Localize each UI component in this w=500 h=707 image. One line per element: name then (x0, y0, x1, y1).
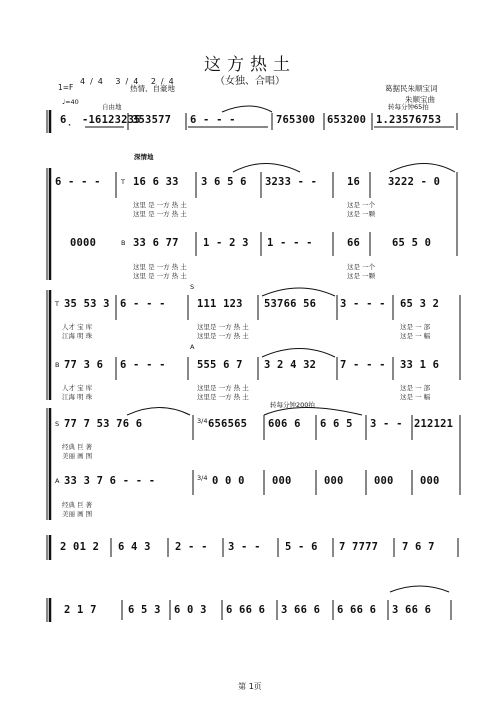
meter-signatures: 4/4 3/4 2/4 (80, 77, 179, 86)
row2-t-m2: 3 6 5 6 (201, 176, 247, 188)
row3-t-m3: 111 123 (197, 298, 243, 310)
row3-t-m4: 53766 56 (264, 298, 317, 310)
row5-m4: 3 - - (228, 541, 261, 553)
row4-s-label: S (55, 420, 60, 428)
row3-b-lyrics-3: 这里是 一方 热 土 (197, 384, 249, 392)
row3-b-m5: 7 - - - (340, 359, 386, 371)
mood-marking: 热情、自豪地 (130, 84, 175, 93)
row5-m6: 7 7777 (339, 541, 379, 553)
row2-b-m2: 1 - 2 3 (203, 237, 249, 249)
row2-b-label: B (121, 239, 126, 247)
free-tempo-marking: 自由地 (102, 103, 122, 111)
row4-a-m3: 000 (272, 475, 292, 487)
row1-m6: 653200 (327, 114, 367, 126)
tempo-change-200: 转每分钟200拍 (270, 401, 315, 409)
row2-t-lyrics-1: 这里 是 一方 热 土 (133, 201, 187, 209)
tempo-marking: ♩=40 (62, 98, 79, 106)
row6-m5: 3 66 6 (281, 604, 321, 616)
row4-a-m1: 33 3 7 6 - - - (64, 475, 156, 487)
row2-t-label: T (121, 178, 125, 186)
row3-t-label: T (55, 300, 59, 308)
row1-m1: 6̣ (60, 114, 73, 126)
row3-s-label: S (190, 283, 195, 291)
row3-b-m1: 77 3 6 (64, 359, 104, 371)
row3-b-m2: 6 - - - (120, 359, 166, 371)
row5-m5: 5 - 6 (285, 541, 318, 553)
row6-m1: 2 1 7 (64, 604, 97, 616)
row4-s-m6: 212121 (414, 418, 454, 430)
row3-t-lyrics-3: 这里是 一方 热 土 (197, 323, 249, 331)
row4-a-lyrics-2: 美丽 画 图 (62, 510, 93, 518)
expression-marking: 深情地 (134, 153, 154, 161)
row4-s-m2: 656565 (208, 418, 248, 430)
row4-meter-s: 3/4 (197, 417, 208, 425)
song-title: 这方热土 (204, 55, 296, 75)
row6-m6: 6 66 6 (337, 604, 377, 616)
row3-t-lyrics-6: 这是 一 幅 (400, 332, 431, 340)
row2-t-lyrics-3: 这是 一个 (347, 201, 376, 209)
row3-t-lyrics-1: 人才 宝 库 (62, 323, 93, 331)
tempo-change-65: 转每分钟65拍 (388, 103, 429, 111)
row4-s-m1: 77 7 53 76 6 (64, 418, 143, 430)
row3-t-m2: 6 - - - (120, 298, 166, 310)
row2-t-m4: 16 (347, 176, 361, 188)
row4-s-m4: 6 6 5 (320, 418, 353, 430)
row2-b-m1: 33 6 77 (133, 237, 179, 249)
row3-b-lyrics-5: 这是 一 部 (400, 384, 431, 392)
row5-m2: 6 4 3 (118, 541, 151, 553)
row4-a-m6: 000 (420, 475, 440, 487)
row1-m7: 1.23576753 (376, 114, 442, 126)
row2-b-lyrics-3: 这是 一个 (347, 263, 376, 271)
row1-m4: 6 - - - (190, 114, 236, 126)
row2-t-lyrics-2: 这里 是 一方 热 土 (133, 210, 187, 218)
row2-t-m5: 3222 - 0 (388, 176, 441, 188)
row1-m5: 765300 (276, 114, 316, 126)
row2-b-lyrics-1: 这里 是 一方 热 土 (133, 263, 187, 271)
row4-s-lyrics-2: 美丽 画 图 (62, 452, 93, 460)
row4-a-m4: 000 (324, 475, 344, 487)
row6-m3: 6 0 3 (174, 604, 207, 616)
row1-m2: -16123235 (82, 114, 141, 126)
row6-m4: 6 66 6 (226, 604, 266, 616)
row5-m1: 2 01 2 (60, 541, 100, 553)
row2-t-lyrics-4: 这是 一颗 (347, 210, 376, 218)
row4-meter-a: 3/4 (197, 474, 208, 482)
song-subtitle: （女独、合唱） (215, 76, 285, 87)
row2-b-lyrics-2: 这里 是 一方 热 土 (133, 272, 187, 280)
row3-b-label: B (55, 361, 60, 369)
row4-a-m2: 0 0 0 (212, 475, 245, 487)
row4-s-lyrics-1: 经典 巨 著 (62, 443, 93, 451)
row3-b-lyrics-1: 人才 宝 库 (62, 384, 93, 392)
row6-m2: 6 5 3 (128, 604, 161, 616)
key-signature: 1=F (58, 83, 74, 92)
row6-m7: 3 66 6 (392, 604, 432, 616)
row3-b-m4: 3 2 4 32 (264, 359, 317, 371)
lyricist-credit: 葛据民朱顺宝词 (385, 84, 438, 93)
composer-credit: 朱顺宝曲 (405, 95, 435, 104)
row3-t-lyrics-4: 这里是 一方 热 土 (197, 332, 249, 340)
row5-m7: 7 6 7 (402, 541, 435, 553)
row3-a-label: A (190, 343, 195, 351)
row3-t-m1: 35 53 3 (64, 298, 110, 310)
row2-b-m4: 66 (347, 237, 361, 249)
row2-solo: 6 - - - (55, 176, 101, 188)
row3-b-lyrics-6: 这是 一 幅 (400, 393, 431, 401)
row4-s-m3: 606 6 (268, 418, 301, 430)
row2-b-rest: 0000 (70, 237, 97, 249)
row2-b-m5: 65 5 0 (392, 237, 432, 249)
row4-a-label: A (55, 477, 60, 485)
row3-b-m6: 33 1 6 (400, 359, 440, 371)
row2-b-lyrics-4: 这是 一颗 (347, 272, 376, 280)
page-number: 第 1页 (238, 682, 262, 691)
row3-t-lyrics-5: 这是 一 部 (400, 323, 431, 331)
row3-b-lyrics-2: 江海 明 珠 (62, 393, 93, 401)
row3-t-m6: 65 3 2 (400, 298, 440, 310)
row2-t-m3: 3233 - - (265, 176, 318, 188)
row1-m3: 353577 (132, 114, 172, 126)
row4-s-m5: 3 - - (370, 418, 403, 430)
row2-b-m3: 1 - - - (267, 237, 313, 249)
row3-b-m3: 555 6 7 (197, 359, 243, 371)
row3-t-m5: 3 - - - (340, 298, 386, 310)
row5-m3: 2 - - (175, 541, 208, 553)
row4-a-lyrics-1: 经典 巨 著 (62, 501, 93, 509)
row4-a-m5: 000 (374, 475, 394, 487)
row3-b-lyrics-4: 这里是 一方 热 土 (197, 393, 249, 401)
row2-t-m1: 16 6 33 (133, 176, 179, 188)
row3-t-lyrics-2: 江海 明 珠 (62, 332, 93, 340)
